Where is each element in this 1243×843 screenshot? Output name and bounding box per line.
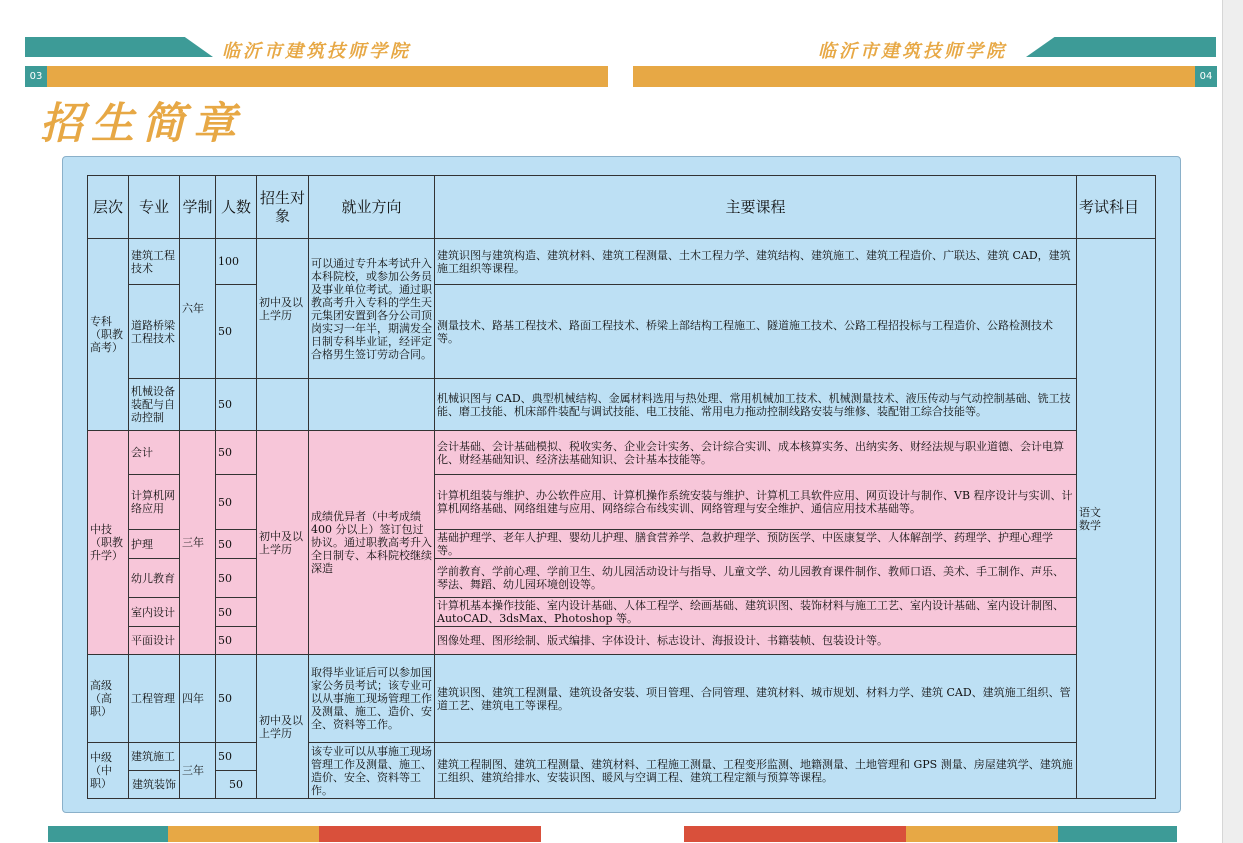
table-row	[88, 559, 1156, 598]
right-page-edge	[1222, 0, 1243, 843]
table-row	[88, 239, 1156, 285]
count-cell: 50	[216, 559, 257, 598]
level-cell: 专科（职教高考）	[88, 239, 129, 431]
courses-cell: 计算机基本操作技能、室内设计基础、人体工程学、绘画基础、建筑识图、装饰材料与施工工艺、室内设计基础、室内设计制图、AutoCAD、3dsMax、Photoshop 等。	[435, 598, 1077, 627]
page-number-left: 03	[25, 66, 47, 87]
duration-cell: 三年	[180, 743, 216, 799]
table-row	[88, 431, 1156, 475]
courses-cell: 基础护理学、老年人护理、婴幼儿护理、膳食营养学、急救护理学、预防医学、中医康复学、人体解剖学、药理学、护理心理学等。	[435, 530, 1077, 559]
courses-cell: 图像处理、图形绘制、版式编排、字体设计、标志设计、海报设计、书籍装帧、包装设计等。	[435, 627, 1077, 655]
count-cell: 50	[216, 771, 257, 799]
courses-cell: 会计基础、会计基础模拟、税收实务、企业会计实务、会计综合实训、成本核算实务、出纳实务、财经法规与职业道德、会计电算化、财经基础知识、经济法基础知识、会计基本技能等。	[435, 431, 1077, 475]
courses-cell: 建筑工程制图、建筑工程测量、建筑材料、工程施工测量、工程变形监测、地籍测量、土地管理和 GPS 测量、房屋建筑学、建筑施工组织、建筑给排水、安装识图、暖风与空调工程、建筑工程定额与预算等课程。	[435, 743, 1077, 799]
level-cell: 中技（职教升学）	[88, 431, 129, 655]
footer-bar-orange-left	[168, 826, 319, 842]
header-courses: 主要课程	[435, 176, 1077, 239]
header-exam: 考试科目	[1077, 176, 1156, 239]
major-cell: 建筑工程技术	[129, 239, 180, 285]
duration-cell: 三年	[180, 431, 216, 655]
table-row	[88, 475, 1156, 530]
target-cell: 初中及以上学历	[257, 655, 309, 799]
target-cell: 初中及以上学历	[257, 239, 309, 379]
target-cell: 初中及以上学历	[257, 431, 309, 655]
header-target: 招生对象	[257, 176, 309, 239]
header-right-teal-band	[1026, 37, 1216, 57]
enrollment-table	[87, 175, 1156, 799]
career-cell-empty	[309, 379, 435, 431]
header-left-orange-bar	[47, 66, 608, 87]
level-cell: 中级（中职）	[88, 743, 129, 799]
courses-cell: 机械识图与 CAD、典型机械结构、金属材料选用与热处理、常用机械加工技术、机械测量技术、液压传动与气动控制基础、铣工技能、磨工技能、机床部件装配与调试技能、电工技能、常用电力拖动控制线路安装与维修、装配钳工综合技能等。	[435, 379, 1077, 431]
count-cell: 50	[216, 475, 257, 530]
major-cell: 建筑装饰	[129, 771, 180, 799]
header-level: 层次	[88, 176, 129, 239]
major-cell: 室内设计	[129, 598, 180, 627]
duration-cell: 四年	[180, 655, 216, 743]
page-title: 招生简章	[40, 99, 244, 149]
table-row	[88, 285, 1156, 379]
header-row	[88, 176, 1156, 239]
major-cell: 护理	[129, 530, 180, 559]
header-count: 人数	[216, 176, 257, 239]
duration-cell-empty	[180, 379, 216, 431]
count-cell: 50	[216, 431, 257, 475]
courses-cell: 学前教育、学前心理、学前卫生、幼儿园活动设计与指导、儿童文学、幼儿园教育课件制作、教师口语、美术、手工制作、声乐、琴法、舞蹈、幼儿园环境创设等。	[435, 559, 1077, 598]
header-left-teal-band	[25, 37, 213, 57]
header-duration: 学制	[180, 176, 216, 239]
career-cell: 可以通过专升本考试升入本科院校，或参加公务员及事业单位考试。通过职教高考升入专科的学生天元集团安置到各分公司顶岗实习一年半，期满发全日制专科毕业证，经评定合格男生签订劳动合同。	[309, 239, 435, 379]
table-row	[88, 627, 1156, 655]
table-row	[88, 530, 1156, 559]
exam-subject: 数学	[1079, 518, 1101, 532]
table-row	[88, 743, 1156, 771]
count-cell: 50	[216, 379, 257, 431]
count-cell: 50	[216, 655, 257, 743]
count-cell: 100	[216, 239, 257, 285]
exam-subject: 语文	[1079, 505, 1101, 519]
career-cell: 成绩优异者（中考成绩 400 分以上）签订包过协议。通过职教高考升入全日制专、本科院校继续深造	[309, 431, 435, 655]
header-major: 专业	[129, 176, 180, 239]
count-cell: 50	[216, 530, 257, 559]
major-cell: 幼儿教育	[129, 559, 180, 598]
table-row	[88, 655, 1156, 743]
major-cell: 平面设计	[129, 627, 180, 655]
footer-bar-teal-left	[48, 826, 168, 842]
footer-bar-orange-right	[906, 826, 1058, 842]
major-cell: 会计	[129, 431, 180, 475]
duration-cell: 六年	[180, 239, 216, 379]
courses-cell: 计算机组装与维护、办公软件应用、计算机操作系统安装与维护、计算机工具软件应用、网页设计与制作、VB 程序设计与实训、计算机网络基础、网络组建与应用、网络综合布线实训、网络管理与安全维护、通信应用技术基础等。	[435, 475, 1077, 530]
table-row	[88, 379, 1156, 431]
header-right-orange-bar	[633, 66, 1195, 87]
target-cell-empty	[257, 379, 309, 431]
courses-cell: 建筑识图与建筑构造、建筑材料、建筑工程测量、土木工程力学、建筑结构、建筑施工、建筑工程造价、广联达、建筑 CAD，建筑施工组织等课程。	[435, 239, 1077, 285]
courses-cell: 测量技术、路基工程技术、路面工程技术、桥梁上部结构工程施工、隧道施工技术、公路工程招投标与工程造价、公路检测技术等。	[435, 285, 1077, 379]
school-name-left: 临沂市建筑技师学院	[222, 41, 411, 62]
count-cell: 50	[216, 598, 257, 627]
major-cell: 机械设备装配与自动控制	[129, 379, 180, 431]
school-name-right: 临沂市建筑技师学院	[818, 41, 1007, 62]
page-number-right: 04	[1195, 66, 1217, 87]
career-cell: 取得毕业证后可以参加国家公务员考试；该专业可以从事施工现场管理工作及测量、施工、造价、安全、资料等工作。	[309, 655, 435, 743]
count-cell: 50	[216, 627, 257, 655]
header-career: 就业方向	[309, 176, 435, 239]
count-cell: 50	[216, 743, 257, 771]
career-cell: 该专业可以从事施工现场管理工作及测量、施工、造价、安全、资料等工作。	[309, 743, 435, 799]
major-cell: 计算机网络应用	[129, 475, 180, 530]
major-cell: 工程管理	[129, 655, 180, 743]
courses-cell: 建筑识图、建筑工程测量、建筑设备安装、项目管理、合同管理、建筑材料、城市规划、材料力学、建筑 CAD、建筑施工组织、管道工艺、建筑电工等课程。	[435, 655, 1077, 743]
table-row	[88, 598, 1156, 627]
footer-bar-red-right	[684, 826, 906, 842]
count-cell: 50	[216, 285, 257, 379]
major-cell: 建筑施工	[129, 743, 180, 771]
footer-bar-teal-right	[1058, 826, 1177, 842]
major-cell: 道路桥梁工程技术	[129, 285, 180, 379]
level-cell: 高级（高职）	[88, 655, 129, 743]
footer-bar-red-left	[319, 826, 541, 842]
exam-subjects-cell	[1077, 239, 1156, 799]
